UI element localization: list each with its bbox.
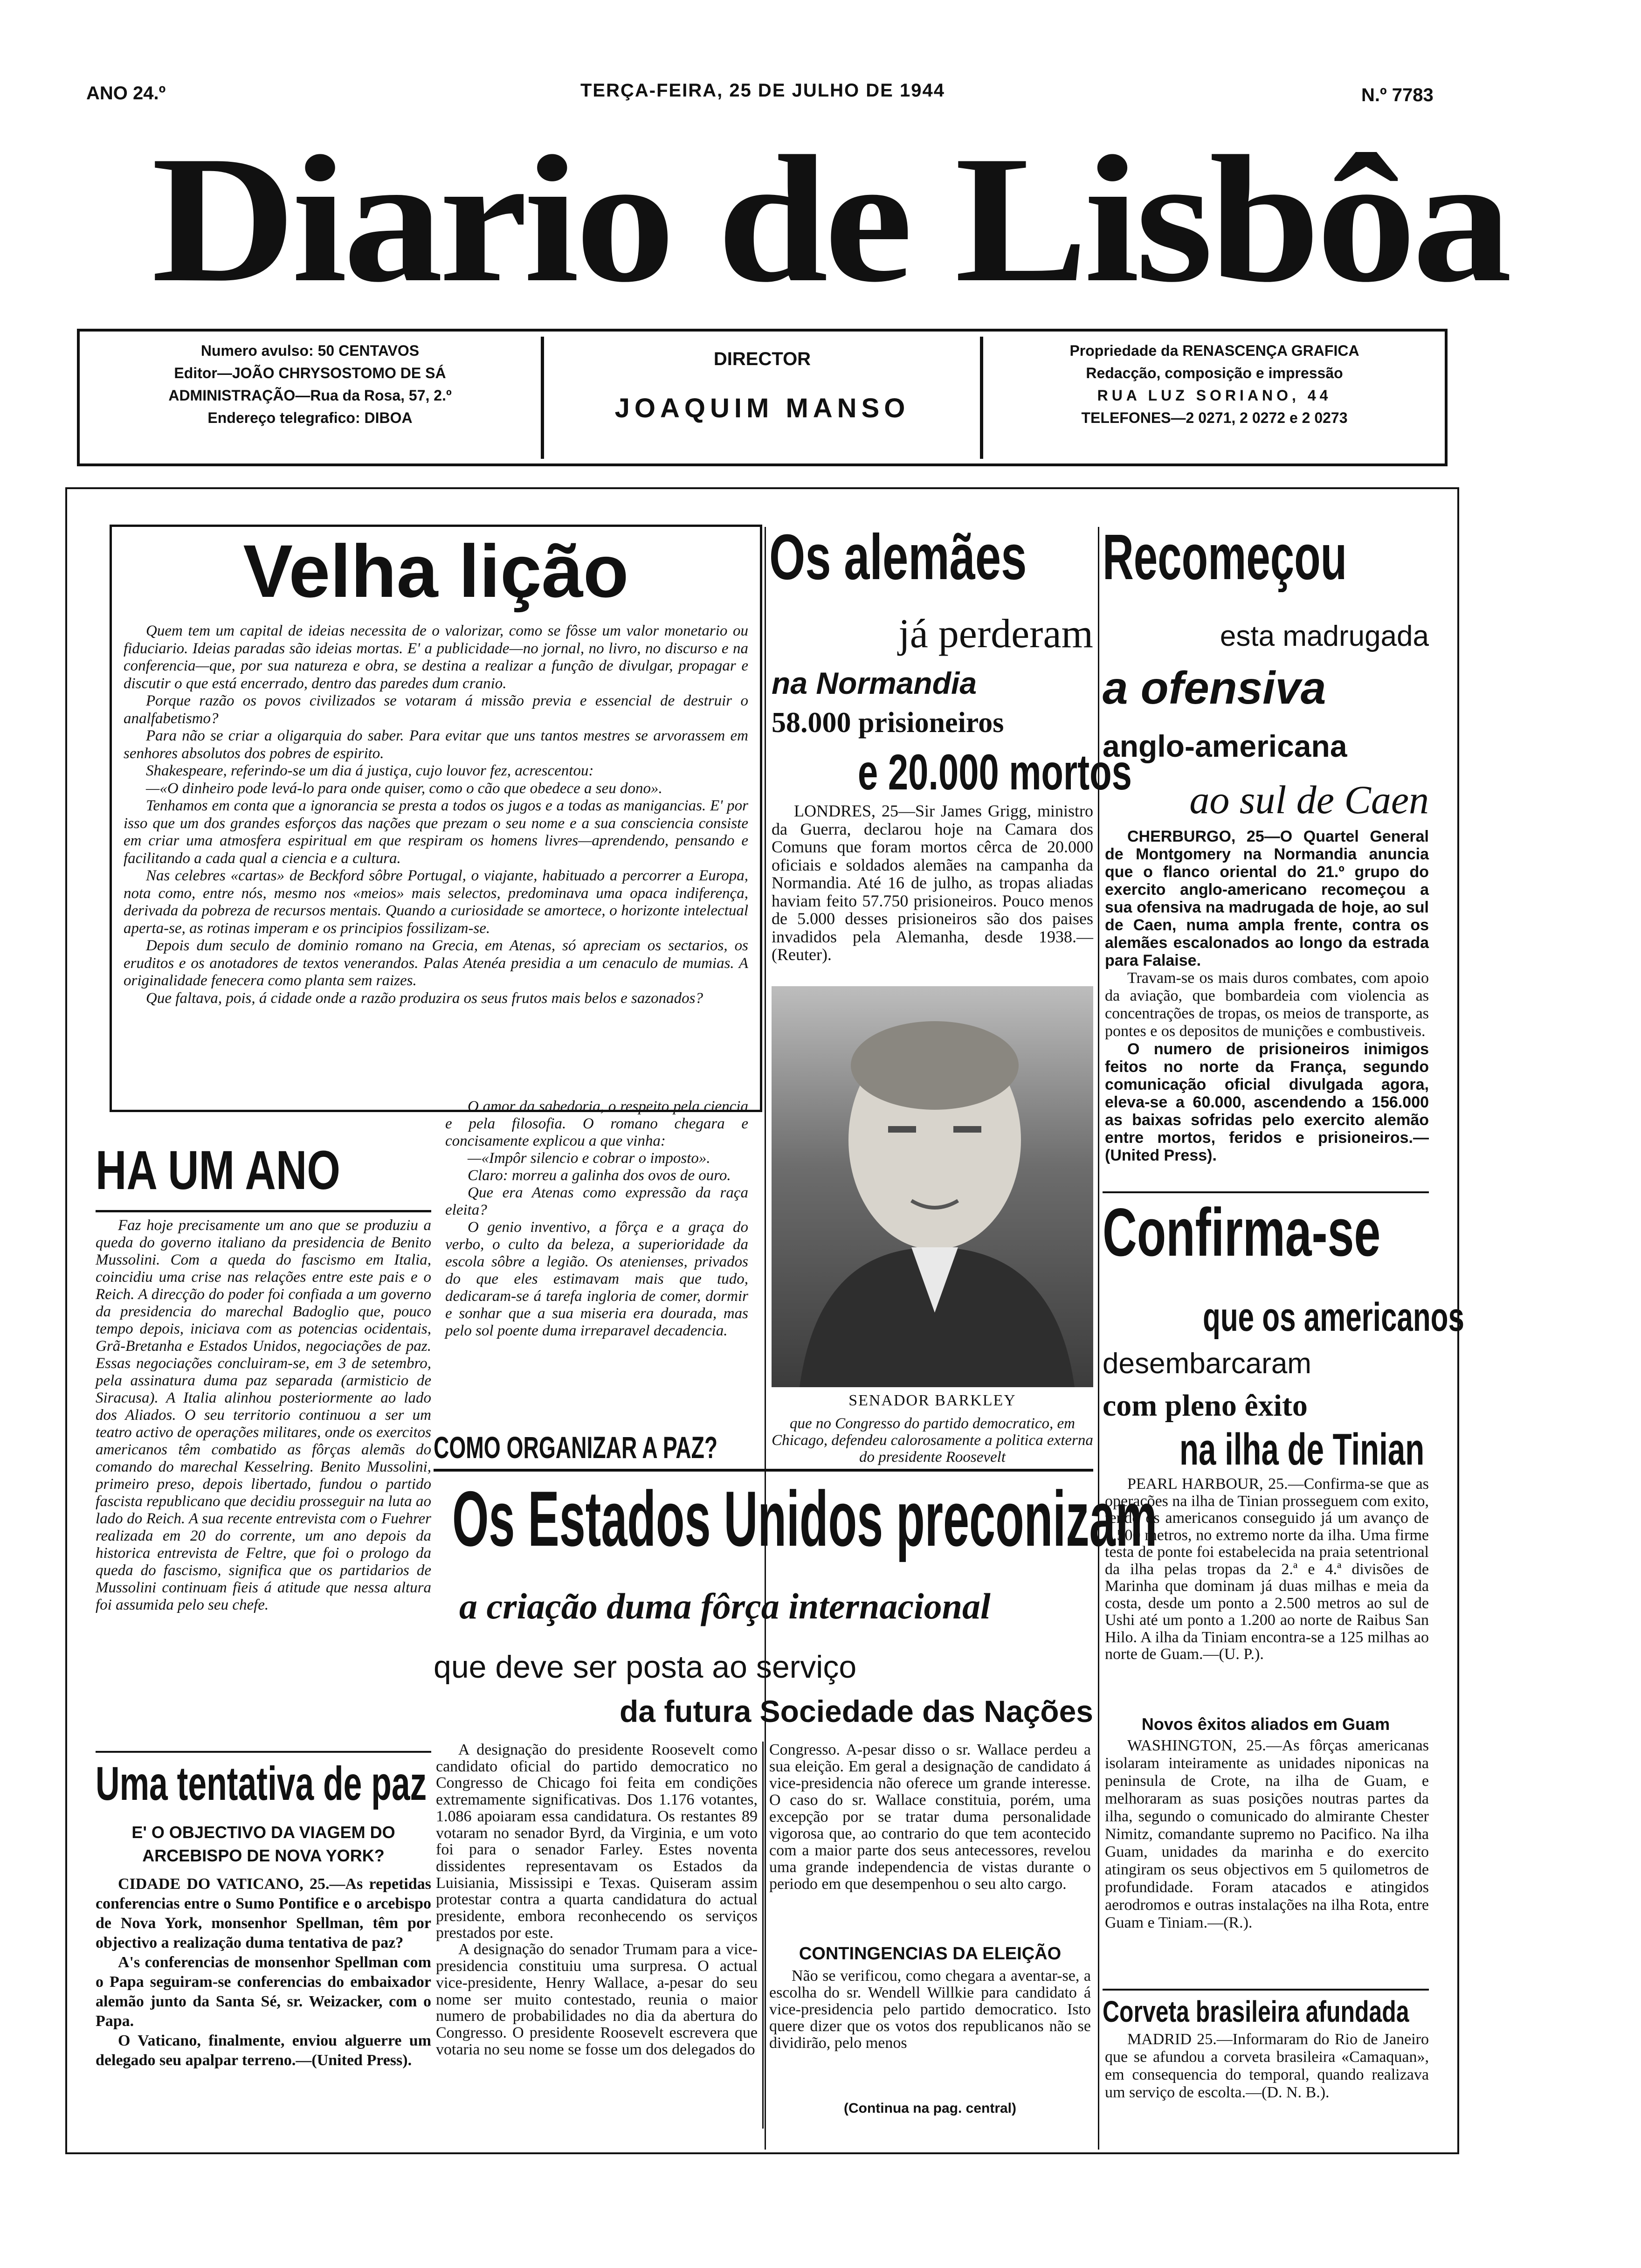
confirma-line-5: na ilha de Tinian [1179, 1424, 1425, 1474]
newspaper-title-logo: Diario de Lisbôa [151, 118, 1509, 320]
recomecou-text: CHERBURGO, 25—O Quartel General de Montgomery na Normandia anuncia que o flanco oriental do 21.º grupo do exercito anglo-americano recomeçou a sua ofensiva na madrugada de hoje, ao sul de Caen, numa ampla frente, contra os alemães escalonados ao longo da estrada para Falaise. Travam-se os mais duros combates, com apoio da aviação, que bombardeia com violencia as concentrações de tropas, os meios de transporte, as pontes e os depositos de munições e combustiveis. O numero de prisioneiros inimigos feitos no norte da França, segundo comunicação oficial divulgada agora, eleva-se a 60.000, ascendendo a 156.000 as baixas sofridas pelo exercito alemão entre mortos, feridos e prisioneiros.—(United Press). [1105, 828, 1429, 1164]
editorial-text: Quem tem um capital de ideias necessita de o valorizar, como se fôsse um valor monetario ou fiduciario. Ideias paradas são ideias mortas. E' a publicidade—no jornal, no livro, no discurso e na conferencia—que, por sua natureza e obra, se destina a realizar a função de divulgar, propagar e discutir o que está encerrado, dentro das paredes dum cranio. Porque razão os povos civilizados se votaram á missão previa e essencial de destruir o analfabetismo? Para não se criar a oligarquia do saber. Para evitar que uns tantos mestres se arvorassem em senhores absolutos dos pobres de espirito. Shakespeare, referindo-se um dia á justiça, cujo louvor fez, acrescentou: —«O dinheiro pode levá-lo para onde quiser, como o cão que obedece a seu dono». Tenhamos em conta que a ignorancia se presta a todos os jugos e a todas as manigancias. E' por isso que um dos grandes esforços das nações que prezam o seu nome e a sua consciencia consiste em criar uma atmosfera espiritual em que respiram os homens livres—aprendendo, pensando e facilitando a cada qual a ciencia e a cultura. Nas celebres «cartas» de Beckford sôbre Portugal, o viajante, habituado a percorrer a Europa, nota como, entre nós, mesmo nos «meios» mais selectos, predominava uma opaca indiferença, derivada da pobreza de recursos mentais. Quando a curiosidade se amortece, o horizonte intelectual aperta-se, as rotinas imperam e os principios fossilizam-se. Depois dum seculo de dominio romano na Grecia, em Atenas, só apreciam os sectarios, os eruditos e os anotadores de textos venerandos. Palas Atenéa presidia a um cenaculo de mumias. A originalidade fenecera como planta sem raizes. Que faltava, pois, á cidade onde a razão produzira os seus frutos mais belos e sazonados? [124, 622, 748, 1007]
recomecou-line-5: ao sul de Caen [1189, 777, 1429, 822]
alemaes-headline: Os alemães [769, 522, 1027, 592]
tentativa-text: CIDADE DO VATICANO, 25.—As repetidas conferencias entre o Sumo Pontifice e o arcebispo de Nova York, monsenhor Spellman, têm por objectivo a realização duma tentativa de paz? A's conferencias de monsenhor Spellman com o Papa seguiram-se conferencias do embaixador alemão junto da Santa Sé, sr. Weizacker, com o Papa. O Vaticano, finalmente, enviou alguerre um delegado seu apalpar terreno.—(United Press). [96, 1875, 431, 2069]
guam-subheadline: Novos êxitos aliados em Guam [1141, 1715, 1390, 1734]
issue-number: N.º 7783 [1361, 85, 1434, 105]
info-right: Propriedade da RENASCENÇA GRAFICA Redacção, composição e impressão RUA LUZ SORIANO, 44 TELEFONES—2 0271, 2 0272 e 2 0273 [1069, 342, 1359, 426]
editorial-title: Velha lição [243, 529, 629, 613]
recomecou-line-3: a ofensiva [1103, 662, 1326, 713]
paz-column-2: Congresso. A-pesar disso o sr. Wallace perdeu a sua eleição. Em geral a designação de candidato á vice-presidencia não oferece um grande interesse. O caso do sr. Wallace constituia, porém, uma excepção por se tratar duma personalidade vigorosa que, ao contrario do que tem acontecido com a maior parte dos seus antecessores, revelou uma grande independencia de vistas durante o periodo em que desempenhou o seu alto cargo. [769, 1741, 1091, 1893]
director-label: DIRECTOR [713, 349, 811, 369]
corveta-text: MADRID 25.—Informaram do Rio de Janeiro que se afundou a corveta brasileira «Camaquan», em consequencia do temporal, quando realizava um serviço de escolta.—(D. N. B.). [1105, 2031, 1429, 2101]
ha-um-ano-title: HA UM ANO [96, 1140, 340, 1201]
info-divider-left [541, 337, 544, 459]
confirma-headline: Confirma-se [1103, 1194, 1381, 1270]
continued-note: (Continua na pag. central) [843, 2101, 1017, 2116]
info-divider-right [980, 337, 983, 459]
guam-text: WASHINGTON, 25.—As fôrças americanas isolaram inteiramente as unidades niponicas na peninsula de Crote, na ilha de Guam, e melhoraram as suas posições noutras partes da ilha, segundo o comunicado do almirante Chester Nimitz, comandante supremo no Pacifico. Na ilha Guam, unidades da marinha e do exercito atingiram os seus objectivos em 5 quilometros de profundidade. Foram atacados e atingidos aerodromos e outras instalações na ilha Rota, entre Guam e Tiniam.—(R.). [1105, 1737, 1429, 1931]
confirma-line-4: com pleno êxito [1103, 1389, 1308, 1423]
paz-line-4: da futura Sociedade das Nações [619, 1694, 1093, 1729]
confirma-text: PEARL HARBOUR, 25.—Confirma-se que as operações na ilha de Tinian prosseguem com exito, tendo os americanos conseguido já um avanço de 1.500 metros, no extremo norte da ilha. Uma firme testa de ponte foi estabelecida na praia setentrional da ilha pelas tropas da 2.ª e 4.ª divisões de Marinha que dominam já duas milhas e meia da costa, desde um ponto a 2.500 metros ao sul de Ushi até um ponto a 1.200 ao norte de Raibus San Hilo. A ilha da Tiniam encontra-se a 125 milhas ao norte de Guam.—(U. P.). [1105, 1475, 1429, 1663]
paz-top-rule [434, 1469, 1093, 1472]
corveta-title: Corveta brasileira afundada [1103, 1995, 1409, 2028]
paz-kicker: COMO ORGANIZAR A PAZ? [434, 1430, 718, 1465]
year-label: ANO 24.º [86, 83, 166, 104]
paz-column-rule [762, 1742, 764, 2129]
senator-barkley-photo [772, 986, 1093, 1387]
recomecou-line-4: anglo-americana [1103, 729, 1347, 763]
alemaes-text: LONDRES, 25—Sir James Grigg, ministro da Guerra, declarou hoje na Camara dos Comuns que foram mortos cêrca de 20.000 oficiais e soldados alemães na campanha da Normandia. Até 16 de julho, as tropas aliadas haviam feito 57.750 prisioneiros. Pouco menos de 5.000 desses prisioneiros são dos paises invadidos pela Alemanha, desde 1938.—(Reuter). [772, 802, 1093, 964]
paz-column-1: A designação do presidente Roosevelt como candidato oficial do partido democratico no Congresso de Chicago foi feita em condições extremamente significativas. Dos 1.176 votantes, 1.086 apoiaram essa candidatura. Os restantes 89 votaram no senador Byrd, da Virginia, e um voto foi para o senador Farley. Estes noventa dissidentes representavam os Estados da Luisiania, Mississipi e Texas. Quiseram assim protestar contra a quarta candidatura do actual presidente, embora reconhecendo os serviços prestados por este. A designação do senador Trumam para a vice-presidencia constituiu uma surpresa. O actual vice-presidente, Henry Wallace, a-pesar do seu nome ser muito contestado, reunia o maior numero de probabilidades no dia da abertura do Congresso. O presidente Roosevelt escrevera que votaria no seu nome se fosse um dos delegados do [436, 1741, 758, 2058]
info-left: Numero avulso: 50 CENTAVOS Editor—JOÃO CHRYSOSTOMO DE SÁ ADMINISTRAÇÃO—Rua da Rosa, 57, 2.º Endereço telegrafico: DIBOA [168, 342, 452, 426]
confirma-line-2: que os americanos [1203, 1295, 1464, 1340]
paz-line-3: que deve ser posta ao serviço [434, 1649, 857, 1685]
paz-column-2-continued: Não se verificou, como chegara a aventar-se, a escolha do sr. Wendell Willkie para candidato á vice-presidencia pelo partido democratico. Isto quere dizer que os votos dos republicanos não se dividirão, pelo menos [769, 1967, 1091, 2052]
paz-line-2: a criação duma fôrça internacional [459, 1586, 991, 1626]
alemaes-line-2: já perderam [898, 611, 1093, 657]
ha-um-ano-rule [96, 1210, 431, 1212]
confirma-top-rule [1103, 1191, 1429, 1193]
column-rule-1 [765, 527, 766, 2150]
director-name: JOAQUIM MANSO [614, 393, 910, 423]
editorial-text-continued: O amor da sabedoria, o respeito pela ciencia e pela filosofia. O romano chegara e concisamente explicou a que vinha: —«Impôr silencio e cobrar o imposto». Claro: morreu a galinha dos ovos de ouro. Que era Atenas como expressão da raça eleita? O genio inventivo, a fôrça e a graça do verbo, o culto da beleza, a superioridade da escola sôbre a legião. Os atenienses, privados do que eles estimavam mais que tudo, dedicaram-se á tarefa ingloria de comer, dormir e sonhar que a sua miseria era dourada, mas pelo sol poente duma irreparavel decadencia. [445, 1098, 748, 1339]
recomecou-headline: Recomeçou [1103, 522, 1347, 592]
confirma-line-3: desembarcaram [1103, 1348, 1311, 1380]
paz-subheadline: CONTINGENCIAS DA ELEIÇÃO [799, 1944, 1062, 1964]
paz-headline: Os Estados Unidos preconizam [452, 1476, 1158, 1563]
alemaes-line-5: e 20.000 mortos [858, 744, 1132, 800]
photo-caption: SENADOR BARKLEY [848, 1392, 1016, 1409]
issue-date: TERÇA-FEIRA, 25 DE JULHO DE 1944 [580, 80, 945, 101]
alemaes-line-3: na Normandia [772, 666, 977, 700]
ha-um-ano-text: Faz hoje precisamente um ano que se produziu a queda do governo italiano da presidencia de Benito Mussolini. Com a queda do fascismo em Italia, coincidiu uma crise nas relações entre este pais e o Reich. A direcção do poder foi confiada a um governo da presidencia do marechal Badoglio que, pouco tempo depois, iniciava com as potencias ocidentais, Grã-Bretanha e Estados Unidos, negociações de paz. Essas negociações concluiram-se, em 3 de setembro, pela assinatura duma paz separada (armisticio de Siracusa). A Italia alinhou posteriormente ao lado dos Aliados. O seu territorio continuou a ser um teatro activo de operações militares, onde os exercitos americanos têm combatido as fôrças alemãs do comando do marechal Kesselring. Benito Mussolini, primeiro preso, depois libertado, fundou o partido fascista republicano que decidiu prosseguir na luta ao lado do Reich. A sua recente entrevista com o Fuehrer realizada em 20 do corrente, um ano depois da historica entrevista de Feltre, que foi o prologo da queda do fascismo, significa que os partidarios de Mussolini continuam fieis á atitude que nessa altura foi assumida pelo seu chefe. [96, 1217, 431, 1613]
tentativa-subtitle: E' O OBJECTIVO DA VIAGEM DO ARCEBISPO DE NOVA YORK? [131, 1823, 395, 1865]
recomecou-line-2: esta madrugada [1220, 620, 1429, 652]
alemaes-line-4: 58.000 prisioneiros [772, 707, 1004, 739]
portrait-silhouette [772, 986, 1093, 1387]
corveta-top-rule [1103, 1989, 1429, 1991]
tentativa-title: Uma tentativa de paz [96, 1757, 427, 1810]
tentativa-top-rule [96, 1751, 431, 1753]
photo-subcaption: que no Congresso do partido democratico, em Chicago, defendeu calorosamente a politica externa do presidente Roosevelt [772, 1415, 1093, 1466]
